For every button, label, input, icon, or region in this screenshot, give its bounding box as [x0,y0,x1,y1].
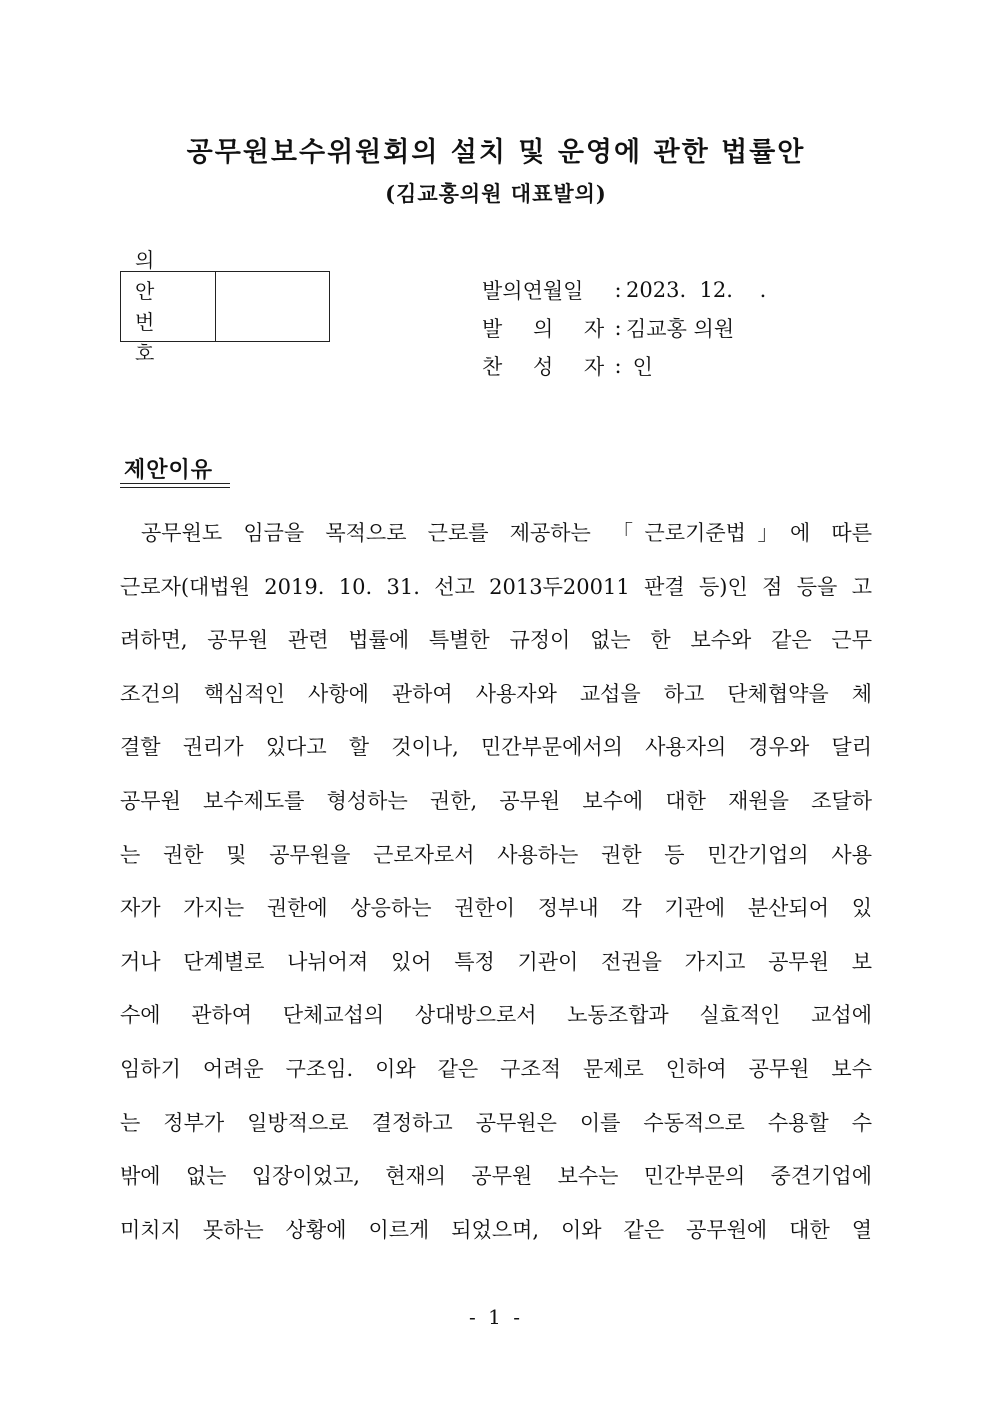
section-underline-double [120,487,230,488]
bill-number-label-line1: 의 안 [135,247,169,303]
body-line: 임하기 어려운 구조임. 이와 같은 구조적 문제로 인하여 공무원 보수 [120,1056,872,1081]
bill-meta [482,271,766,385]
body-line: 는 권한 및 공무원을 근로자로서 사용하는 권한 등 민간기업의 사용 [120,842,872,867]
document-subtitle: (김교홍의원 대표발의) [385,181,607,206]
document-title: 공무원보수위원회의 설치 및 운영에 관한 법률안 [186,137,806,168]
body-line: 공무원 보수제도를 형성하는 권한, 공무원 보수에 대한 재원을 조달하 [120,788,872,813]
meta-row-proposer [482,309,766,347]
body-line: 조건의 핵심적인 사항에 관하여 사용자와 교섭을 하고 단체협약을 체 [120,681,872,706]
meta-supporter-value: 인 [626,355,653,379]
section-heading: 제안이유 [124,457,214,483]
body-line: 근로자(대법원 2019. 10. 31. 선고 2013두20011 판결 등)인 점 등을 고 [120,574,872,599]
body-line: 수에 관하여 단체교섭의 상대방으로서 노동조합과 실효적인 교섭에 [120,1003,872,1028]
meta-supporter-key: 찬 성 자 [482,355,617,379]
meta-date-value: 2023. 12. . [626,278,767,302]
section-underline [120,483,230,484]
bill-number-label-line2: 번 호 [135,309,169,365]
body-line: 거나 단계별로 나뉘어져 있어 특정 기관이 전권을 가지고 공무원 보 [120,949,872,974]
bill-number-label [121,247,216,365]
page-number: - 1 - [469,1305,523,1329]
meta-row-supporter [482,347,766,385]
meta-date-key: 발의연월일 [482,279,584,303]
body-line: 밖에 없는 입장이었고, 현재의 공무원 보수는 민간부문의 중견기업에 [120,1164,872,1189]
body-line: 공무원도 임금을 목적으로 근로를 제공하는 「근로기준법」에 따른 [141,521,872,545]
meta-proposer-value: 김교홍 의원 [626,317,735,341]
body-line: 려하면, 공무원 관련 법률에 특별한 규정이 없는 한 보수와 같은 근무 [120,628,872,653]
body-line: 미치지 못하는 상황에 이르게 되었으며, 이와 같은 공무원에 대한 열 [120,1217,872,1242]
bill-number-box [120,247,330,365]
body-line: 결할 권리가 있다고 할 것이나, 민간부문에서의 사용자의 경우와 달리 [120,735,872,760]
meta-row-date [482,271,766,309]
meta-date-sep: : [614,278,622,302]
meta-supporter-sep: : [614,354,622,378]
body-line: 는 정부가 일방적으로 결정하고 공무원은 이를 수동적으로 수용할 수 [120,1110,872,1135]
bill-number-value [216,272,329,341]
body-line: 자가 가지는 권한에 상응하는 권한이 정부내 각 기관에 분산되어 있 [120,896,872,921]
meta-proposer-key: 발 의 자 [482,317,617,341]
meta-proposer-sep: : [614,316,622,340]
body-text [120,514,872,1264]
